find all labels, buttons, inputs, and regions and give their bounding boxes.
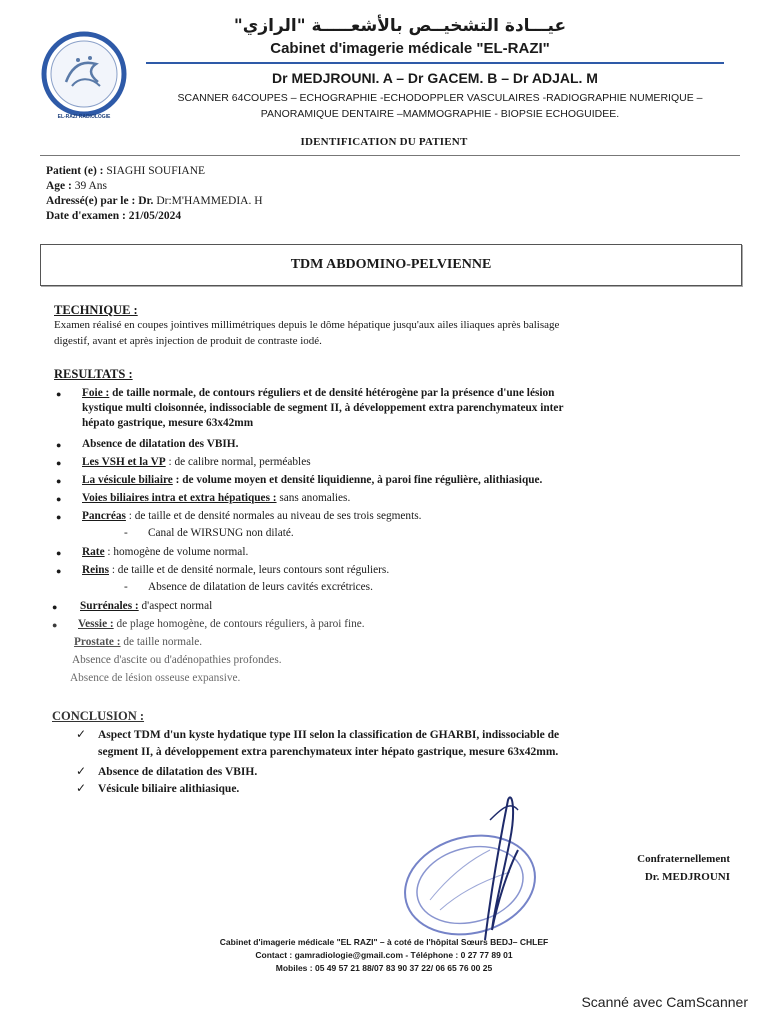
signoff (637, 850, 730, 886)
technique-line-1: Examen réalisé en coupes jointives millimétriques depuis le dôme hépatique jusqu'aux ailes iliaques après balisage (54, 319, 560, 331)
pancreas-label: Pancréas (82, 510, 126, 522)
identification-divider (40, 155, 740, 156)
bullet-icon: ● (56, 389, 62, 399)
foie-line-2: kystique multi cloisonnée, indissociable de segment II, à développement extra parenchymateux inter (82, 402, 564, 414)
conclusion-item-1-line-2: segment II, à développement extra parenchymateux inter hépato gastrique, mesure 63x42mm. (98, 746, 559, 758)
stamp-signature-icon (390, 780, 590, 950)
arabic-cabinet-title: عيـــادة التشخيــص بالأشعـــــة "الرازي" (233, 16, 567, 36)
footer-mobiles: Mobiles : 05 49 57 21 88/07 83 90 37 22/ 06 65 76 00 25 (275, 963, 493, 973)
technique-title: TECHNIQUE : (54, 303, 138, 317)
bullet-icon: ● (56, 458, 62, 468)
bullet-icon: ● (52, 620, 58, 630)
pancreas-sub-dash: - (124, 527, 128, 539)
signoff-line-2: Dr. MEDJROUNI (644, 871, 730, 883)
foie-label: Foie : (82, 387, 110, 399)
logo-caption: EL-RAZI RADIOLOGIE (57, 114, 111, 120)
results-title: RESULTATS : (54, 367, 133, 381)
reins-label: Reins (82, 564, 109, 576)
age-row (46, 179, 263, 194)
vsh-text: : de calibre normal, perméables (168, 456, 311, 468)
referrer-prefix: Dr. (138, 195, 154, 207)
ascite-text: Absence d'ascite ou d'adénopathies profondes. (72, 654, 282, 666)
osseuse-text: Absence de lésion osseuse expansive. (70, 672, 241, 684)
patient-info (46, 164, 263, 224)
voies-text: sans anomalies. (279, 492, 351, 504)
patient-label: Patient (e) : (46, 165, 104, 177)
referrer-row (46, 194, 263, 209)
surrenales-label: Surrénales : (80, 600, 139, 612)
checkmark-icon: ✓ (76, 727, 87, 741)
conclusion-item-1 (98, 727, 698, 761)
exam-title-box (40, 244, 742, 286)
bullet-icon: ● (56, 440, 62, 450)
services-line-1: SCANNER 64COUPES – ECHOGRAPHIE -ECHODOPPLER VASCULAIRES -RADIOGRAPHIE NUMERIQUE – (177, 92, 703, 104)
pancreas-text: : de taille et de densité normales au niveau de ses trois segments. (128, 510, 422, 522)
footer (0, 936, 768, 975)
footer-contact: Contact : gamradiologie@gmail.com - Téléphone : 0 27 77 89 01 (255, 950, 513, 960)
bullet-icon: ● (56, 494, 62, 504)
rate-text: : homogène de volume normal. (107, 546, 249, 558)
vessie-label: Vessie : (78, 618, 114, 630)
vesicule-label: La vésicule biliaire (82, 474, 173, 486)
bullet-icon: ● (56, 512, 62, 522)
conclusion-item-2: Absence de dilatation des VBIH. (98, 766, 258, 778)
age-value: 39 Ans (74, 180, 108, 192)
bullet-icon: ● (52, 602, 58, 612)
vbih-text: Absence de dilatation des VBIH. (82, 438, 239, 450)
el-razi-logo-icon (38, 30, 130, 122)
referrer-label: Adressé(e) par le : (46, 195, 136, 207)
bullet-icon: ● (56, 476, 62, 486)
conclusion-item-1-line-1: Aspect TDM d'un kyste hydatique type III selon la classification de GHARBI, indissociable de (98, 729, 560, 741)
bullet-icon: ● (56, 566, 62, 576)
services-line-2: PANORAMIQUE DENTAIRE –MAMMOGRAPHIE - BIOPSIE ECHOGUIDEE. (260, 108, 620, 120)
prostate-text: de taille normale. (123, 636, 203, 648)
reins-text: : de taille et de densité normale, leurs contours sont réguliers. (111, 564, 390, 576)
voies-label: Voies biliaires intra et extra hépatiques : (82, 492, 277, 504)
cabinet-title: Cabinet d'imagerie médicale "EL-RAZI" (270, 40, 550, 57)
checkmark-icon: ✓ (76, 764, 87, 778)
vesicule-text: : de volume moyen et densité liquidienne, à paroi fine régulière, alithiasique. (175, 474, 543, 486)
patient-name: SIAGHI SOUFIANE (106, 165, 206, 177)
date-row (46, 209, 263, 224)
checkmark-icon: ✓ (76, 781, 87, 795)
reins-sub-text: Absence de dilatation de leurs cavités excrétrices. (148, 581, 373, 593)
vsh-label: Les VSH et la VP (82, 456, 166, 468)
surrenales-text: d'aspect normal (141, 600, 213, 612)
signoff-line-1: Confraternellement (637, 853, 730, 865)
technique-line-2: digestif, avant et après injection de produit de contraste iodé. (54, 335, 322, 347)
date-label: Date d'examen : (46, 210, 126, 222)
camscanner-watermark: Scanné avec CamScanner (581, 994, 748, 1010)
header-divider (146, 62, 724, 64)
technique-text (54, 317, 714, 349)
rate-label: Rate (82, 546, 105, 558)
identification-title: IDENTIFICATION DU PATIENT (300, 136, 468, 148)
conclusion-item-3: Vésicule biliaire alithiasique. (98, 783, 240, 795)
foie-line-1: de taille normale, de contours réguliers et de densité hétérogène par la présence d'une lésion (112, 387, 555, 399)
pancreas-sub-text: Canal de WIRSUNG non dilaté. (148, 527, 294, 539)
exam-title: TDM ABDOMINO-PELVIENNE (290, 257, 492, 272)
date-value: 21/05/2024 (128, 210, 182, 222)
patient-row (46, 164, 263, 179)
prostate-label: Prostate : (74, 636, 121, 648)
doctors-line: Dr MEDJROUNI. A – Dr GACEM. B – Dr ADJAL. M (272, 70, 598, 86)
foie-line-3: hépato gastrique, mesure 63x42mm (82, 417, 254, 429)
footer-address: Cabinet d'imagerie médicale "EL RAZI" – à coté de l'hôpital Sœurs BEDJ– CHLEF (219, 937, 549, 947)
services-list (150, 90, 730, 122)
conclusion-title: CONCLUSION : (52, 709, 145, 723)
bullet-icon: ● (56, 548, 62, 558)
vessie-text: de plage homogène, de contours réguliers, à paroi fine. (116, 618, 365, 630)
reins-sub-dash: - (124, 581, 128, 593)
age-label: Age : (46, 180, 72, 192)
referrer-value: Dr:M'HAMMEDIA. H (156, 195, 263, 207)
